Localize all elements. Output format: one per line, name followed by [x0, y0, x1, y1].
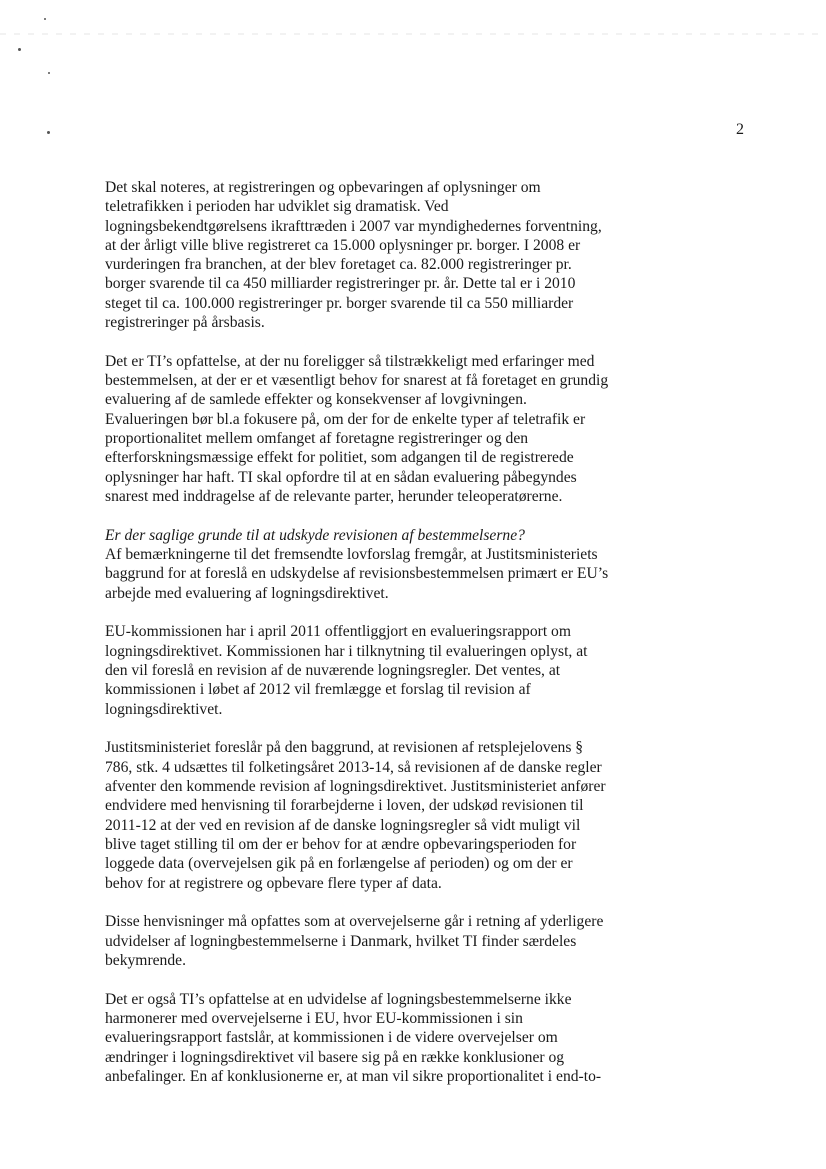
text-line: kommissionen i løbet af 2012 vil fremlægge et forslag til revision af [105, 681, 531, 699]
text-line: Disse henvisninger må opfattes som at overvejelserne går i retning af yderligere [105, 913, 604, 931]
paragraph [105, 912, 665, 970]
text-line: steget til ca. 100.000 registreringer pr. borger svarende til ca 550 milliarder [105, 294, 574, 312]
text-line: Justitsministeriet foreslår på den baggrund, at revisionen af retsplejelovens § [105, 739, 584, 757]
text-line: Det er TI’s opfattelse, at der nu foreligger så tilstrækkeligt med erfaringer med [105, 352, 595, 370]
text-line: EU-kommissionen har i april 2011 offentliggjort en evalueringsrapport om [105, 623, 571, 641]
paragraph [105, 990, 665, 1086]
text-line: oplysninger har haft. TI skal opfordre til at en sådan evaluering påbegyndes [105, 468, 577, 486]
text-line: den vil foreslå en revision af de nuværende logningsregler. Det ventes, at [105, 662, 561, 680]
text-line: baggrund for at foreslå en udskydelse af revisionsbestemmelsen primært er EU’s [105, 565, 609, 583]
scan-speck [47, 131, 50, 134]
scan-artifact-line [0, 33, 826, 35]
text-line: registreringer på årsbasis. [105, 314, 265, 332]
text-line: efterforskningsmæssige effekt for politiet, som adgangen til de registrerede [105, 449, 574, 467]
text-line: anbefalinger. En af konklusionerne er, at man vil sikre proportionalitet i end-to- [105, 1067, 602, 1085]
text-line: snarest med inddragelse af de relevante parter, herunder teleoperatørerne. [105, 487, 563, 505]
text-line: Evalueringen bør bl.a fokusere på, om der for de enkelte typer af teletrafik er [105, 410, 586, 428]
text-line: Af bemærkningerne til det fremsendte lovforslag fremgår, at Justitsministeriets [105, 546, 598, 564]
text-line: udvidelser af logningbestemmelserne i Danmark, hvilket TI finder særdeles [105, 932, 577, 950]
paragraph [105, 526, 665, 603]
page-number: 2 [736, 121, 744, 138]
paragraph [105, 352, 665, 506]
text-line: 786, stk. 4 udsættes til folketingsåret 2013-14, så revisionen af de danske regler [105, 758, 602, 776]
text-line: blive taget stilling til om der er behov for at ændre opbevaringsperioden for [105, 835, 577, 853]
document-body [105, 178, 665, 1106]
text-line: logningsdirektivet. [105, 700, 223, 718]
text-line: logningsbekendtgørelsens ikrafttræden i 2007 var myndighedernes forventning, [105, 217, 602, 235]
text-line: borger svarende til ca 450 milliarder registreringer pr. år. Dette tal er i 2010 [105, 275, 576, 293]
scan-speck [44, 18, 46, 20]
text-line: loggede data (overvejelsen gik på en forlængelse af perioden) og om der er [105, 855, 573, 873]
text-line: Det skal noteres, at registreringen og opbevaringen af oplysninger om [105, 179, 541, 196]
text-line: logningsdirektivet. Kommissionen har i tilknytning til evalueringen oplyst, at [105, 642, 588, 660]
paragraph [105, 738, 665, 892]
text-line: proportionalitet mellem omfanget af foretagne registreringer og den [105, 430, 529, 448]
text-line: evaluering af de samlede effekter og konsekvenser af lovgivningen. [105, 391, 527, 409]
text-line: bekymrende. [105, 951, 186, 969]
paragraph [105, 178, 665, 332]
paragraph [105, 622, 665, 718]
text-line: harmonerer med overvejelserne i EU, hvor EU-kommissionen i sin [105, 1009, 523, 1027]
text-line: arbejde med evaluering af logningsdirektivet. [105, 584, 389, 602]
text-line: afventer den kommende revision af logningsdirektivet. Justitsministeriet anfører [105, 778, 606, 796]
text-line: evalueringsrapport fastslår, at kommissionen i de videre overvejelser om [105, 1029, 558, 1047]
text-line: ændringer i logningsdirektivet vil basere sig på en række konklusioner og [105, 1048, 565, 1066]
text-line: at der årligt ville blive registreret ca 15.000 oplysninger pr. borger. I 2008 er [105, 236, 581, 254]
text-line: bestemmelsen, at der er et væsentligt behov for snarest at få foretaget en grundig [105, 372, 609, 390]
scan-speck [48, 72, 50, 74]
text-line: vurderingen fra branchen, at der blev foretaget ca. 82.000 registreringer pr. [105, 256, 572, 274]
text-line: behov for at registrere og opbevare flere typer af data. [105, 874, 442, 892]
text-line: 2011-12 at der ved en revision af de danske logningsregler så vidt muligt vil [105, 816, 581, 834]
section-heading: Er der saglige grunde til at udskyde revisionen af bestemmelserne? [105, 526, 525, 544]
text-line: teletrafikken i perioden har udviklet sig dramatisk. Ved [105, 198, 449, 216]
text-line: endvidere med henvisning til forarbejderne i loven, der udskød revisionen til [105, 797, 584, 815]
scan-speck [18, 48, 21, 51]
text-line: Det er også TI’s opfattelse at en udvidelse af logningsbestemmelserne ikke [105, 990, 572, 1008]
